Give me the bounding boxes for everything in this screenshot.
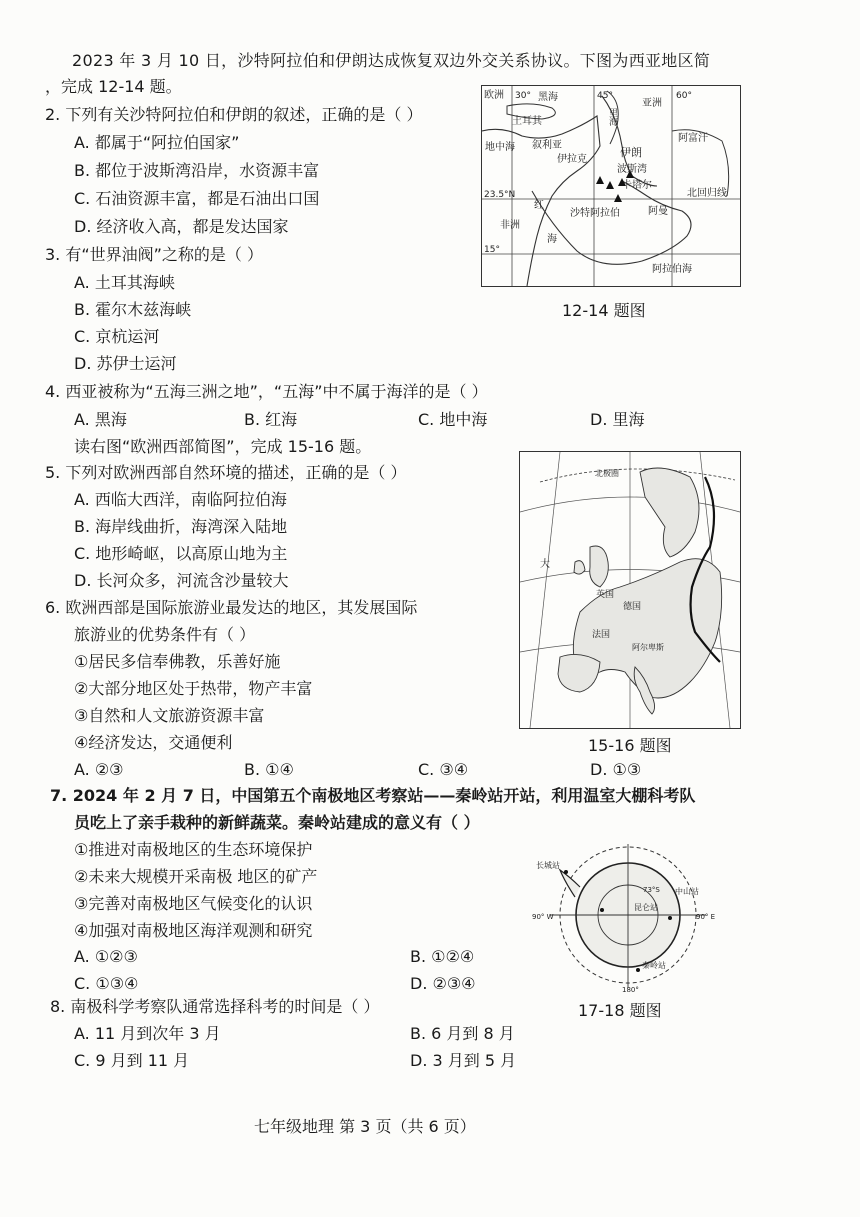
label-asia: 亚洲 — [642, 98, 662, 109]
q15-option-a: A. 西临大西洋，南临阿拉伯海 — [74, 490, 287, 509]
page-footer: 七年级地理 第 3 页（共 6 页） — [254, 1117, 476, 1136]
antarctica-caption: 17-18 题图 — [578, 1001, 662, 1020]
q16-stem-line1: 6. 欧洲西部是国际旅游业最发达的地区，其发展国际 — [45, 598, 418, 617]
q16-item-3: ③自然和人文旅游资源丰富 — [74, 706, 265, 725]
label-tropic-right: 北回归线 — [687, 188, 727, 199]
label-lon30: 30° — [515, 91, 531, 101]
intro-west-asia-line1: 2023 年 3 月 10 日，沙特阿拉伯和伊朗达成恢复双边外交关系协议。下图为西亚地区简 — [72, 51, 711, 70]
q17-item-1: ①推进对南极地区的生态环境保护 — [74, 840, 313, 859]
europe-map — [519, 451, 741, 729]
label-lon180: 180° — [622, 986, 639, 992]
q17-option-d: D. ②③④ — [410, 974, 476, 993]
q12-stem: 2. 下列有关沙特阿拉伯和伊朗的叙述，正确的是（ ） — [45, 105, 423, 124]
q18-option-d: D. 3 月到 5 月 — [410, 1051, 517, 1070]
q14-option-b: B. 红海 — [244, 410, 298, 429]
q17-item-2: ②未来大规模开采南极 地区的矿产 — [74, 867, 318, 886]
antarctica-map — [530, 842, 720, 992]
q16-option-c: C. ③④ — [418, 760, 469, 779]
label-lon90e: 90° E — [696, 913, 716, 921]
europe-caption: 15-16 题图 — [588, 736, 672, 755]
label-lon45: 45° — [597, 91, 613, 101]
label-alps: 阿尔卑斯 — [632, 643, 664, 652]
q18-stem: 8. 南极科学考察队通常选择科考的时间是（ ） — [50, 997, 380, 1016]
label-arctic-circle: 北极圈 — [595, 469, 619, 478]
q15-option-d: D. 长河众多，河流含沙量较大 — [74, 571, 289, 590]
q12-option-b: B. 都位于波斯湾沿岸，水资源丰富 — [74, 161, 320, 180]
label-great-wall-station: 长城站 — [536, 861, 560, 870]
q14-option-d: D. 里海 — [590, 410, 645, 429]
q17-stem-line2: 员吃上了亲手栽种的新鲜蔬菜。秦岭站建成的意义有（ ） — [74, 813, 480, 832]
q16-item-2: ②大部分地区处于热带，物产丰富 — [74, 679, 313, 698]
label-syria: 叙利亚 — [532, 140, 562, 151]
q16-stem-line2: 旅游业的优势条件有（ ） — [74, 625, 256, 644]
label-lon60: 60° — [676, 91, 692, 101]
q16-item-4: ④经济发达，交通便利 — [74, 733, 233, 752]
q17-option-a: A. ①②③ — [74, 947, 138, 966]
q12-option-a: A. 都属于“阿拉伯国家” — [74, 133, 240, 152]
label-caspian: 里海 — [607, 108, 617, 126]
q13-option-a: A. 土耳其海峡 — [74, 273, 175, 292]
label-germany: 德国 — [623, 602, 642, 612]
label-qinling-station: 秦岭站 — [642, 961, 666, 970]
label-afghanistan: 阿富汗 — [678, 133, 708, 144]
label-iran: 伊朗 — [620, 146, 642, 159]
label-atlantic: 大 — [540, 559, 550, 570]
label-med: 地中海 — [485, 142, 515, 153]
q13-option-b: B. 霍尔木兹海峡 — [74, 300, 192, 319]
label-black-sea: 黑海 — [538, 92, 558, 103]
q16-option-a: A. ②③ — [74, 760, 124, 779]
q17-stem-line1: 7. 2024 年 2 月 7 日，中国第五个南极地区考察站——秦岭站开站，利用温室大棚科考队 — [50, 786, 696, 805]
intro-europe: 读右图“欧洲西部简图”，完成 15-16 题。 — [74, 437, 372, 456]
label-africa: 非洲 — [500, 220, 520, 231]
q18-option-b: B. 6 月到 8 月 — [410, 1024, 515, 1043]
label-turkey: 土耳其 — [512, 116, 542, 127]
label-sea: 海 — [547, 234, 557, 245]
q16-item-1: ①居民多信奉佛教，乐善好施 — [74, 652, 281, 671]
q12-option-c: C. 石油资源丰富，都是石油出口国 — [74, 189, 320, 208]
west-asia-caption: 12-14 题图 — [562, 301, 646, 320]
q18-option-c: C. 9 月到 11 月 — [74, 1051, 190, 1070]
q18-option-a: A. 11 月到次年 3 月 — [74, 1024, 221, 1043]
label-kunlun-station: 昆仑站 — [634, 903, 658, 912]
q15-option-c: C. 地形崎岖，以高原山地为主 — [74, 544, 288, 563]
q14-option-c: C. 地中海 — [418, 410, 488, 429]
label-oman: 阿曼 — [648, 206, 668, 217]
q14-option-a: A. 黑海 — [74, 410, 127, 429]
q14-stem: 4. 西亚被称为“五海三洲之地”，“五海”中不属于海洋的是（ ） — [45, 382, 488, 401]
q15-stem: 5. 下列对欧洲西部自然环境的描述，正确的是（ ） — [45, 463, 407, 482]
q13-option-c: C. 京杭运河 — [74, 327, 160, 346]
q13-option-d: D. 苏伊士运河 — [74, 354, 177, 373]
q17-option-c: C. ①③④ — [74, 974, 139, 993]
q17-item-3: ③完善对南极地区气候变化的认识 — [74, 894, 313, 913]
label-zhongshan-station: 中山站 — [675, 887, 699, 896]
label-saudi: 沙特阿拉伯 — [570, 208, 620, 219]
label-persian-gulf: 波斯湾 — [617, 164, 647, 175]
label-tropic: 23.5°N — [484, 190, 516, 200]
label-europe: 欧洲 — [484, 90, 504, 101]
label-qatar: 卡塔尔 — [622, 180, 652, 191]
q12-option-d: D. 经济收入高，都是发达国家 — [74, 217, 289, 236]
label-lat15: 15° — [484, 245, 500, 255]
label-lon90w: 90° W — [532, 913, 554, 921]
label-arabian-sea: 阿拉伯海 — [652, 264, 692, 275]
q15-option-b: B. 海岸线曲折，海湾深入陆地 — [74, 517, 288, 536]
label-france: 法国 — [592, 630, 611, 640]
intro-west-asia-line2: ，完成 12-14 题。 — [45, 77, 182, 96]
label-uk: 英国 — [596, 590, 615, 600]
q17-option-b: B. ①②④ — [410, 947, 475, 966]
label-lat73: 73°S — [643, 886, 660, 894]
label-iraq: 伊拉克 — [557, 154, 587, 165]
west-asia-map — [481, 85, 741, 287]
q16-option-d: D. ①③ — [590, 760, 642, 779]
q13-stem: 3. 有“世界油阀”之称的是（ ） — [45, 245, 264, 264]
label-red: 红 — [534, 200, 544, 211]
q16-option-b: B. ①④ — [244, 760, 294, 779]
q17-item-4: ④加强对南极地区海洋观测和研究 — [74, 921, 313, 940]
